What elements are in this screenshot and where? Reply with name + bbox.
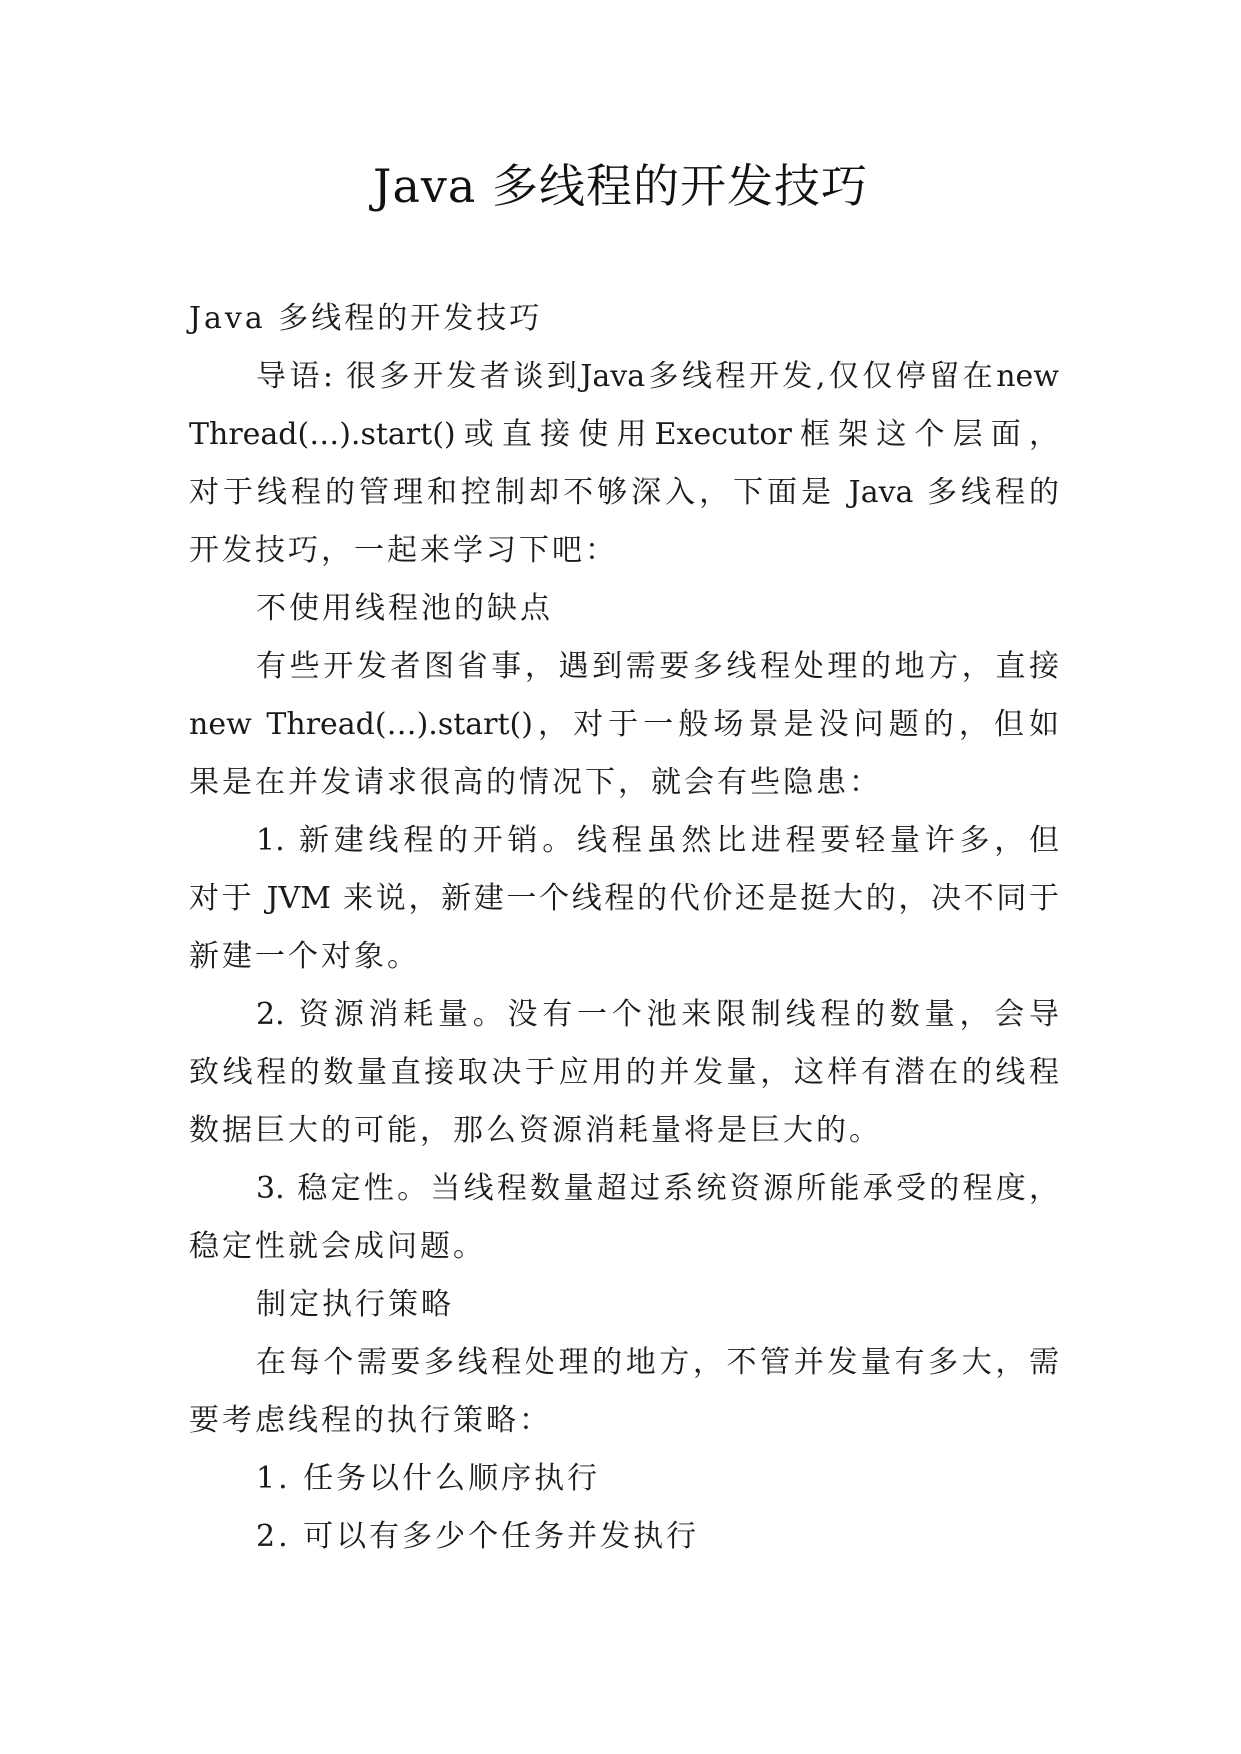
body-line: 致线程的数量直接取决于应用的并发量，这样有潜在的线程: [189, 1055, 1059, 1090]
body-line: 1. 任务以什么顺序执行: [256, 1461, 601, 1496]
body-line: 1. 新建线程的开销。线程虽然比进程要轻量许多，但: [256, 823, 1059, 858]
body-line: 不使用线程池的缺点: [256, 591, 553, 626]
body-line: 数据巨大的可能，那么资源消耗量将是巨大的。: [189, 1113, 882, 1148]
body-line: 3. 稳定性。当线程数量超过系统资源所能承受的程度，: [256, 1171, 1059, 1206]
body-line: 对于 JVM 来说，新建一个线程的代价还是挺大的，决不同于: [189, 881, 1059, 916]
body-line: Java 多线程的开发技巧: [189, 301, 543, 336]
body-line: 在每个需要多线程处理的地方，不管并发量有多大，需: [256, 1345, 1059, 1380]
body-line: 对于线程的管理和控制却不够深入，下面是 Java 多线程的: [189, 475, 1059, 510]
body-line: 果是在并发请求很高的情况下，就会有些隐患：: [189, 765, 882, 800]
body-line: new Thread(…).start()，对于一般场景是没问题的，但如: [189, 707, 1059, 742]
body-line: Thread(…).start()或直接使用Executor框架这个层面，: [189, 417, 1059, 452]
body-line: 稳定性就会成问题。: [189, 1229, 486, 1264]
document-body: [189, 290, 1059, 1566]
body-line: 2. 可以有多少个任务并发执行: [256, 1519, 700, 1554]
body-line: 2. 资源消耗量。没有一个池来限制线程的数量，会导: [256, 997, 1059, 1032]
body-line: 开发技巧，一起来学习下吧：: [189, 533, 618, 568]
body-line: 新建一个对象。: [189, 939, 420, 974]
body-line: 制定执行策略: [256, 1287, 454, 1322]
body-line: 要考虑线程的执行策略：: [189, 1403, 552, 1438]
body-line: 导语: 很多开发者谈到Java多线程开发,仅仅停留在new: [256, 359, 1059, 394]
body-line: 有些开发者图省事，遇到需要多线程处理的地方，直接: [256, 649, 1059, 684]
document-title: Java 多线程的开发技巧: [373, 159, 868, 213]
